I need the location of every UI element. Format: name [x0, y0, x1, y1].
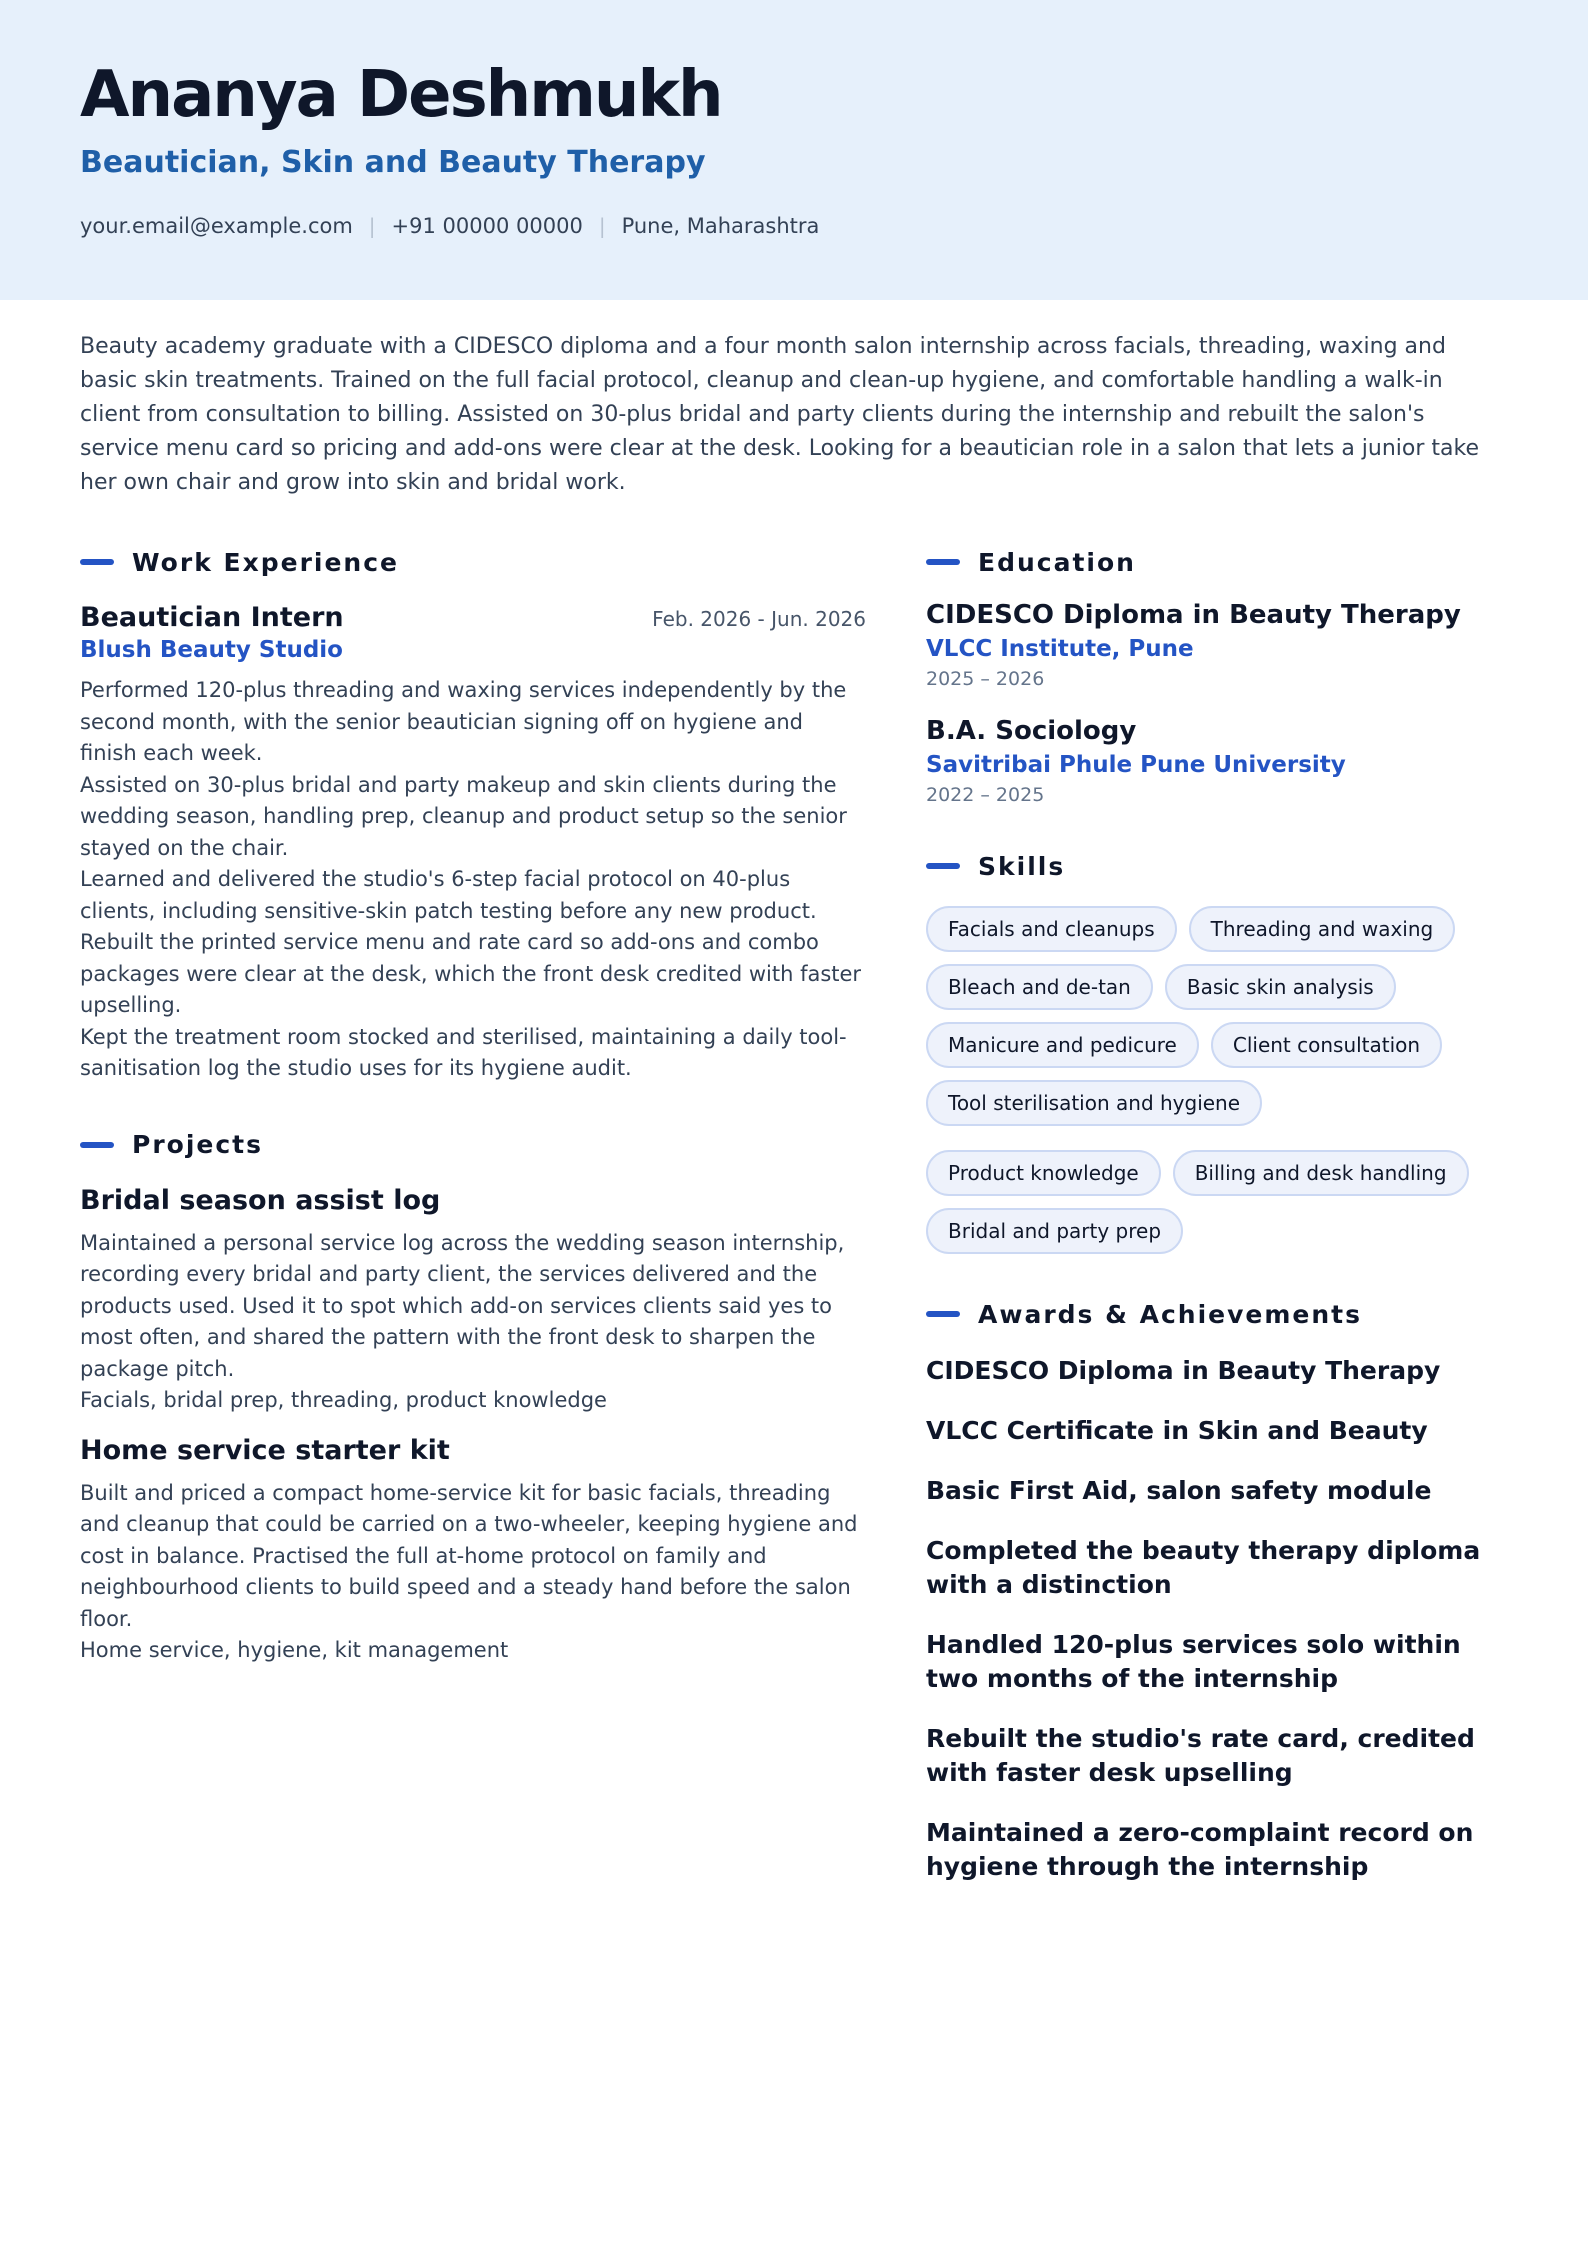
award-item: Maintained a zero-complaint record on hygiene through the internship [926, 1818, 1474, 1881]
education-item [926, 600, 1516, 690]
contact-location: Pune, Maharashtra [621, 214, 820, 238]
award-item: CIDESCO Diploma in Beauty Therapy [926, 1356, 1441, 1385]
contact-phone[interactable]: +91 00000 00000 [391, 214, 583, 238]
award-item: Completed the beauty therapy diploma with a distinction [926, 1536, 1481, 1599]
contact-separator: | [598, 214, 606, 238]
skill-chip: Facials and cleanups [926, 906, 1177, 952]
education-school: VLCC Institute, Pune [926, 636, 1194, 662]
award-item: Handled 120-plus services solo within two months of the internship [926, 1630, 1461, 1693]
job-bullets [80, 675, 866, 1085]
skill-chip: Bridal and party prep [926, 1208, 1183, 1254]
candidate-name: Ananya Deshmukh [80, 58, 722, 132]
section-accent-bar [80, 1142, 114, 1148]
section-heading-label: Awards & Achievements [978, 1299, 1363, 1329]
resume-header [0, 0, 1588, 300]
project-description: Built and priced a compact home-service kit for basic facials, threading and cleanup that could be carried on a two-wheeler, keeping hygiene and cost in balance. Practised the full at-home protocol on family and neighbourhood clients to build speed and a steady hand before the salon floor. [80, 1480, 858, 1631]
education-degree: CIDESCO Diploma in Beauty Therapy [926, 600, 1461, 630]
skill-chip: Product knowledge [926, 1150, 1161, 1196]
award-item: Rebuilt the studio's rate card, credited with faster desk upselling [926, 1724, 1475, 1787]
profile-summary: Beauty academy graduate with a CIDESCO diploma and a four month salon internship across facials, threading, waxing and basic skin treatments. Trained on the full facial protocol, cleanup and clean-up hygiene, and comfortable handling a walk-in client from consultation to billing. Assisted on 30-plus bridal and party clients during the internship and rebuilt the salon's service menu card so pricing and add-ons were clear at the desk. Looking for a beautician role in a salon that lets a junior take her own chair and grow into skin and bridal work. [80, 334, 1480, 495]
section-heading-education [926, 540, 1516, 584]
contact-email[interactable]: your.email@example.com [80, 214, 353, 238]
job-bullet: Performed 120-plus threading and waxing services independently by the second month, with the senior beautician signing off on hygiene and finish each week. [80, 678, 847, 765]
award-item: VLCC Certificate in Skin and Beauty [926, 1416, 1428, 1445]
section-heading-awards [926, 1292, 1516, 1336]
project-tags: Facials, bridal prep, threading, product knowledge [80, 1388, 607, 1412]
section-accent-bar [926, 1311, 960, 1317]
job-bullet: Learned and delivered the studio's 6-step facial protocol on 40-plus clients, including sensitive-skin patch testing before any new product. [80, 867, 817, 923]
project-title: Bridal season assist log [80, 1184, 441, 1216]
education-years: 2022 – 2025 [926, 784, 1045, 806]
education-school: Savitribai Phule Pune University [926, 752, 1346, 778]
project-item [80, 1435, 866, 1667]
section-heading-label: Education [978, 547, 1136, 577]
skill-chip: Manicure and pedicure [926, 1022, 1199, 1068]
section-accent-bar [926, 559, 960, 565]
skill-chip: Tool sterilisation and hygiene [926, 1080, 1262, 1126]
job-company: Blush Beauty Studio [80, 637, 343, 663]
awards-list [926, 1354, 1516, 1884]
contact-separator: | [368, 214, 376, 238]
section-heading-label: Projects [132, 1130, 264, 1159]
job-bullet: Kept the treatment room stocked and sterilised, maintaining a daily tool-sanitisation log the studio uses for its hygiene audit. [80, 1024, 847, 1080]
section-heading-label: Work Experience [132, 547, 399, 577]
project-item [80, 1185, 866, 1417]
section-heading-work [80, 540, 866, 584]
education-degree: B.A. Sociology [926, 716, 1137, 746]
skills-list [926, 906, 1516, 1254]
education-item [926, 716, 1516, 806]
job-bullet: Rebuilt the printed service menu and rate card so add-ons and combo packages were clear at the desk, which the front desk credited with faster upselling. [80, 930, 862, 1017]
project-description: Maintained a personal service log across the wedding season internship, recording every bridal and party client, the services delivered and the products used. Used it to spot which add-on services clients said yes to most often, and shared the pattern with the front desk to sharpen the package pitch. [80, 1230, 845, 1381]
job-dates: Feb. 2026 - Jun. 2026 [652, 607, 866, 631]
project-tags: Home service, hygiene, kit management [80, 1638, 509, 1662]
education-years: 2025 – 2026 [926, 668, 1045, 690]
skill-chip: Threading and waxing [1189, 906, 1456, 952]
award-item: Basic First Aid, salon safety module [926, 1476, 1432, 1505]
right-column [926, 540, 1516, 1884]
section-heading-skills [926, 844, 1516, 888]
section-accent-bar [926, 863, 960, 869]
skill-chip: Client consultation [1211, 1022, 1442, 1068]
skill-chip: Bleach and de-tan [926, 964, 1153, 1010]
section-heading-projects [80, 1123, 866, 1167]
section-heading-label: Skills [978, 851, 1066, 881]
contact-line [80, 214, 819, 238]
job-title: Beautician Intern [80, 602, 344, 633]
section-accent-bar [80, 559, 114, 565]
job-bullet: Assisted on 30-plus bridal and party makeup and skin clients during the wedding season, handling prep, cleanup and product setup so the senior stayed on the chair. [80, 772, 847, 860]
candidate-role: Beautician, Skin and Beauty Therapy [80, 145, 706, 180]
project-title: Home service starter kit [80, 1434, 450, 1466]
left-column [80, 540, 866, 1667]
skill-chip: Billing and desk handling [1173, 1150, 1469, 1196]
skill-chip: Basic skin analysis [1165, 964, 1396, 1010]
job-header [80, 602, 866, 633]
